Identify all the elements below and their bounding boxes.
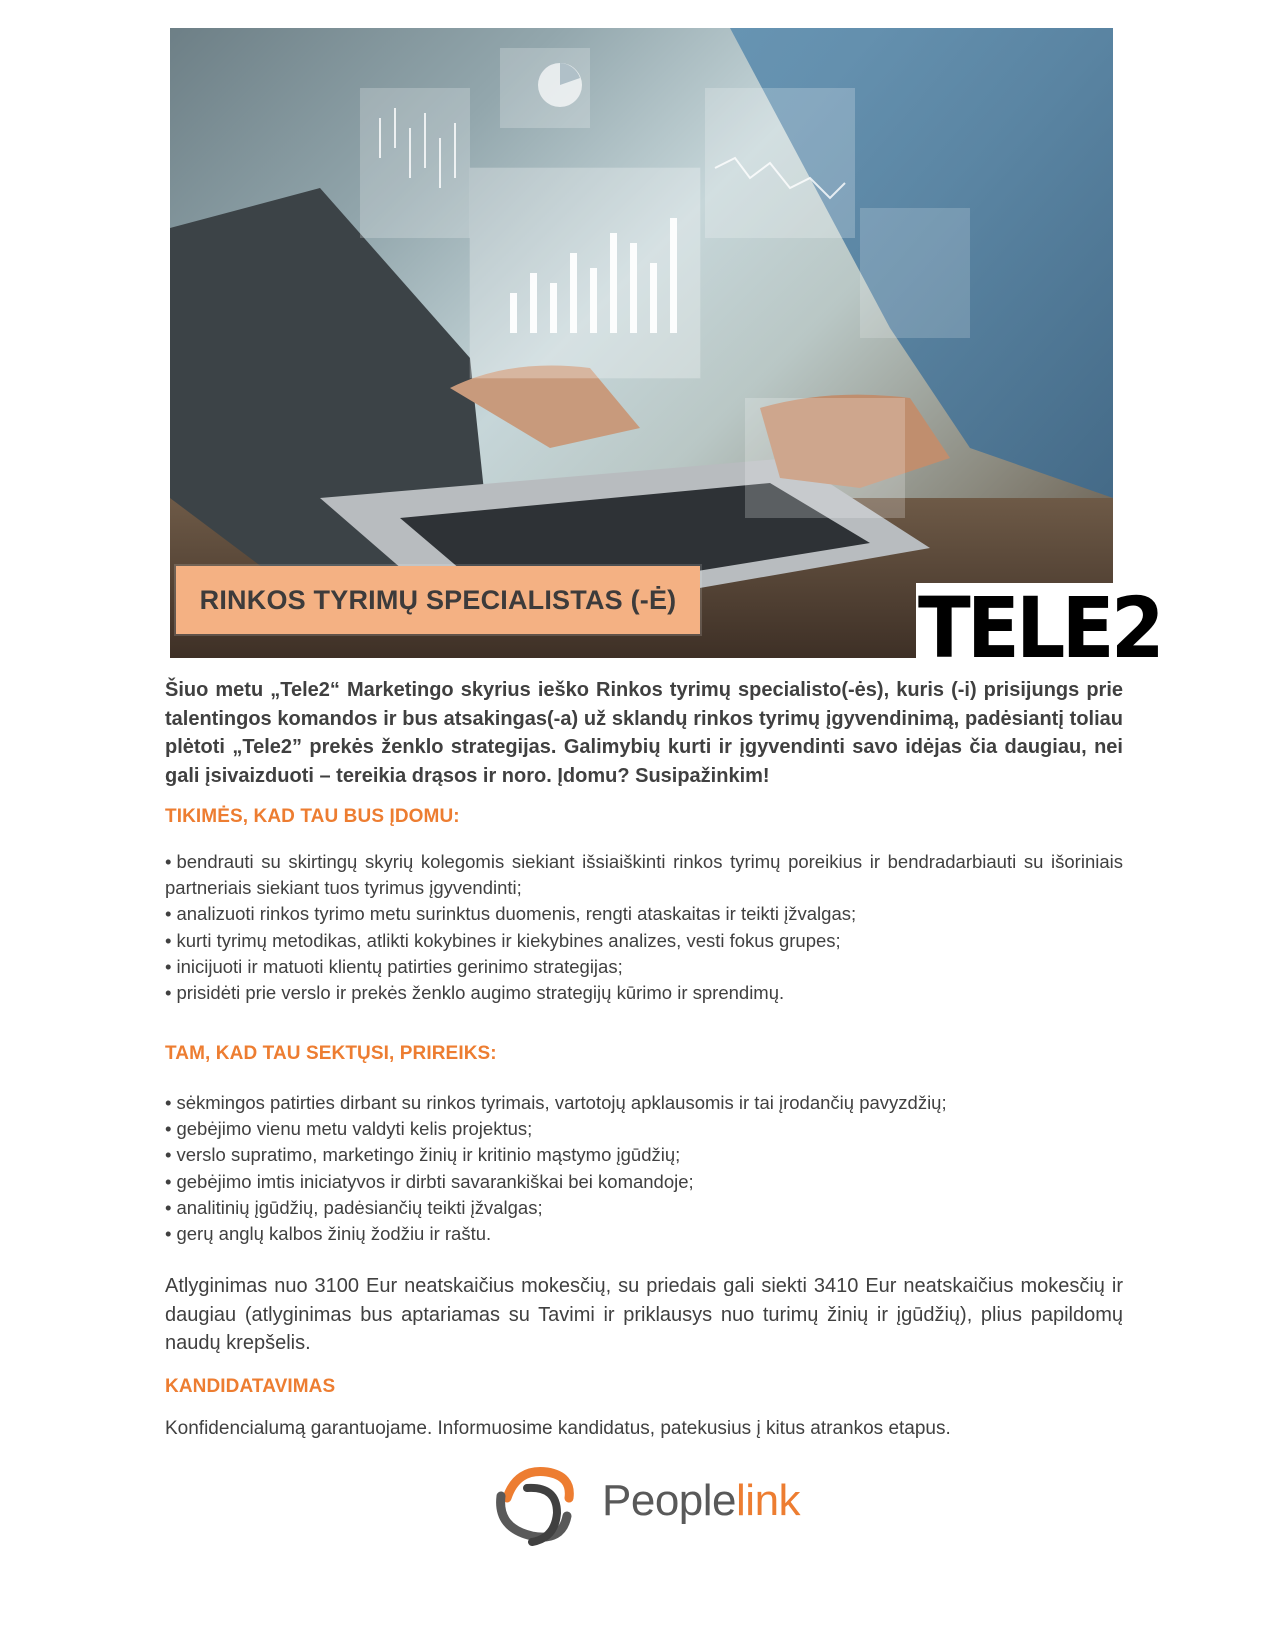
list-item: • verslo supratimo, marketingo žinių ir kritinio mąstymo įgūdžių; [165,1142,1123,1168]
section-heading-requirements: TAM, KAD TAU SEKTŲSI, PRIREIKS: [165,1043,497,1064]
peoplelink-logo-icon [487,1458,597,1548]
hero-image [170,28,1113,658]
tele2-logo-text: TELE2 [918,579,1161,677]
list-item: • inicijuoti ir matuoti klientų patirties gerinimo strategijas; [165,954,1123,980]
intro-paragraph: Šiuo metu „Tele2“ Marketingo skyrius ieško Rinkos tyrimų specialisto(-ės), kuris (-i) prisijungs prie talentingos komandos ir bus atsakingas(-a) už sklandų rinkos tyrimų įgyvendinimą, padėsiantį toliau plėtoti „Tele2” prekės ženklo strategijas. Galimybių kurti ir įgyvendinti savo idėjas čia daugiau, nei gali įsivaizduoti – tereikia drąsos ir noro. Įdomu? Susipažinkim! [165,679,1123,787]
responsibilities-list [165,849,1123,1006]
list-item: • gebėjimo imtis iniciatyvos ir dirbti savarankiškai bei komandoje; [165,1169,1123,1195]
logo-text-accent: link [736,1476,801,1525]
peoplelink-logo-text [602,1476,800,1526]
job-title: RINKOS TYRIMŲ SPECIALISTAS (-Ė) [199,584,677,615]
hero-illustration [170,28,1113,658]
list-item: • sėkmingos patirties dirbant su rinkos tyrimais, vartotojų apklausomis ir tai įrodančių pavyzdžių; [165,1090,1123,1116]
confidentiality-note: Konfidencialumą garantuojame. Informuosime kandidatus, patekusius į kitus atrankos etapus. [165,1418,951,1439]
list-item: • prisidėti prie verslo ir prekės ženklo augimo strategijų kūrimo ir sprendimų. [165,980,1123,1006]
job-title-banner [176,566,700,634]
logo-text-main: People [602,1476,737,1525]
salary-paragraph: Atlyginimas nuo 3100 Eur neatskaičius mokesčių, su priedais gali siekti 3410 Eur neatskaičius mokesčių ir daugiau (atlyginimas bus aptariamas su Tavimi ir priklausys nuo turimų žinių ir įgūdžių), plius papildomų naudų krepšelis. [165,1275,1123,1354]
requirements-list [165,1090,1123,1247]
section-heading-expectations: TIKIMĖS, KAD TAU BUS ĮDOMU: [165,806,460,827]
list-item: • kurti tyrimų metodikas, atlikti kokybines ir kiekybines analizes, vesti fokus grupes; [165,928,1123,954]
list-item: • bendrauti su skirtingų skyrių kolegomis siekiant išsiaiškinti rinkos tyrimų poreikius ir bendradarbiauti su išoriniais partneriais siekiant tuos tyrimus įgyvendinti; [165,849,1123,901]
list-item: • analizuoti rinkos tyrimo metu surinktus duomenis, rengti ataskaitas ir teikti įžvalgas; [165,901,1123,927]
tele2-logo [916,579,1161,677]
section-heading-application: KANDIDATAVIMAS [165,1376,336,1397]
list-item: • gerų anglų kalbos žinių žodžiu ir raštu. [165,1221,1123,1247]
list-item: • analitinių įgūdžių, padėsiančių teikti įžvalgas; [165,1195,1123,1221]
list-item: • gebėjimo vienu metu valdyti kelis projektus; [165,1116,1123,1142]
peoplelink-logo [487,1458,817,1548]
